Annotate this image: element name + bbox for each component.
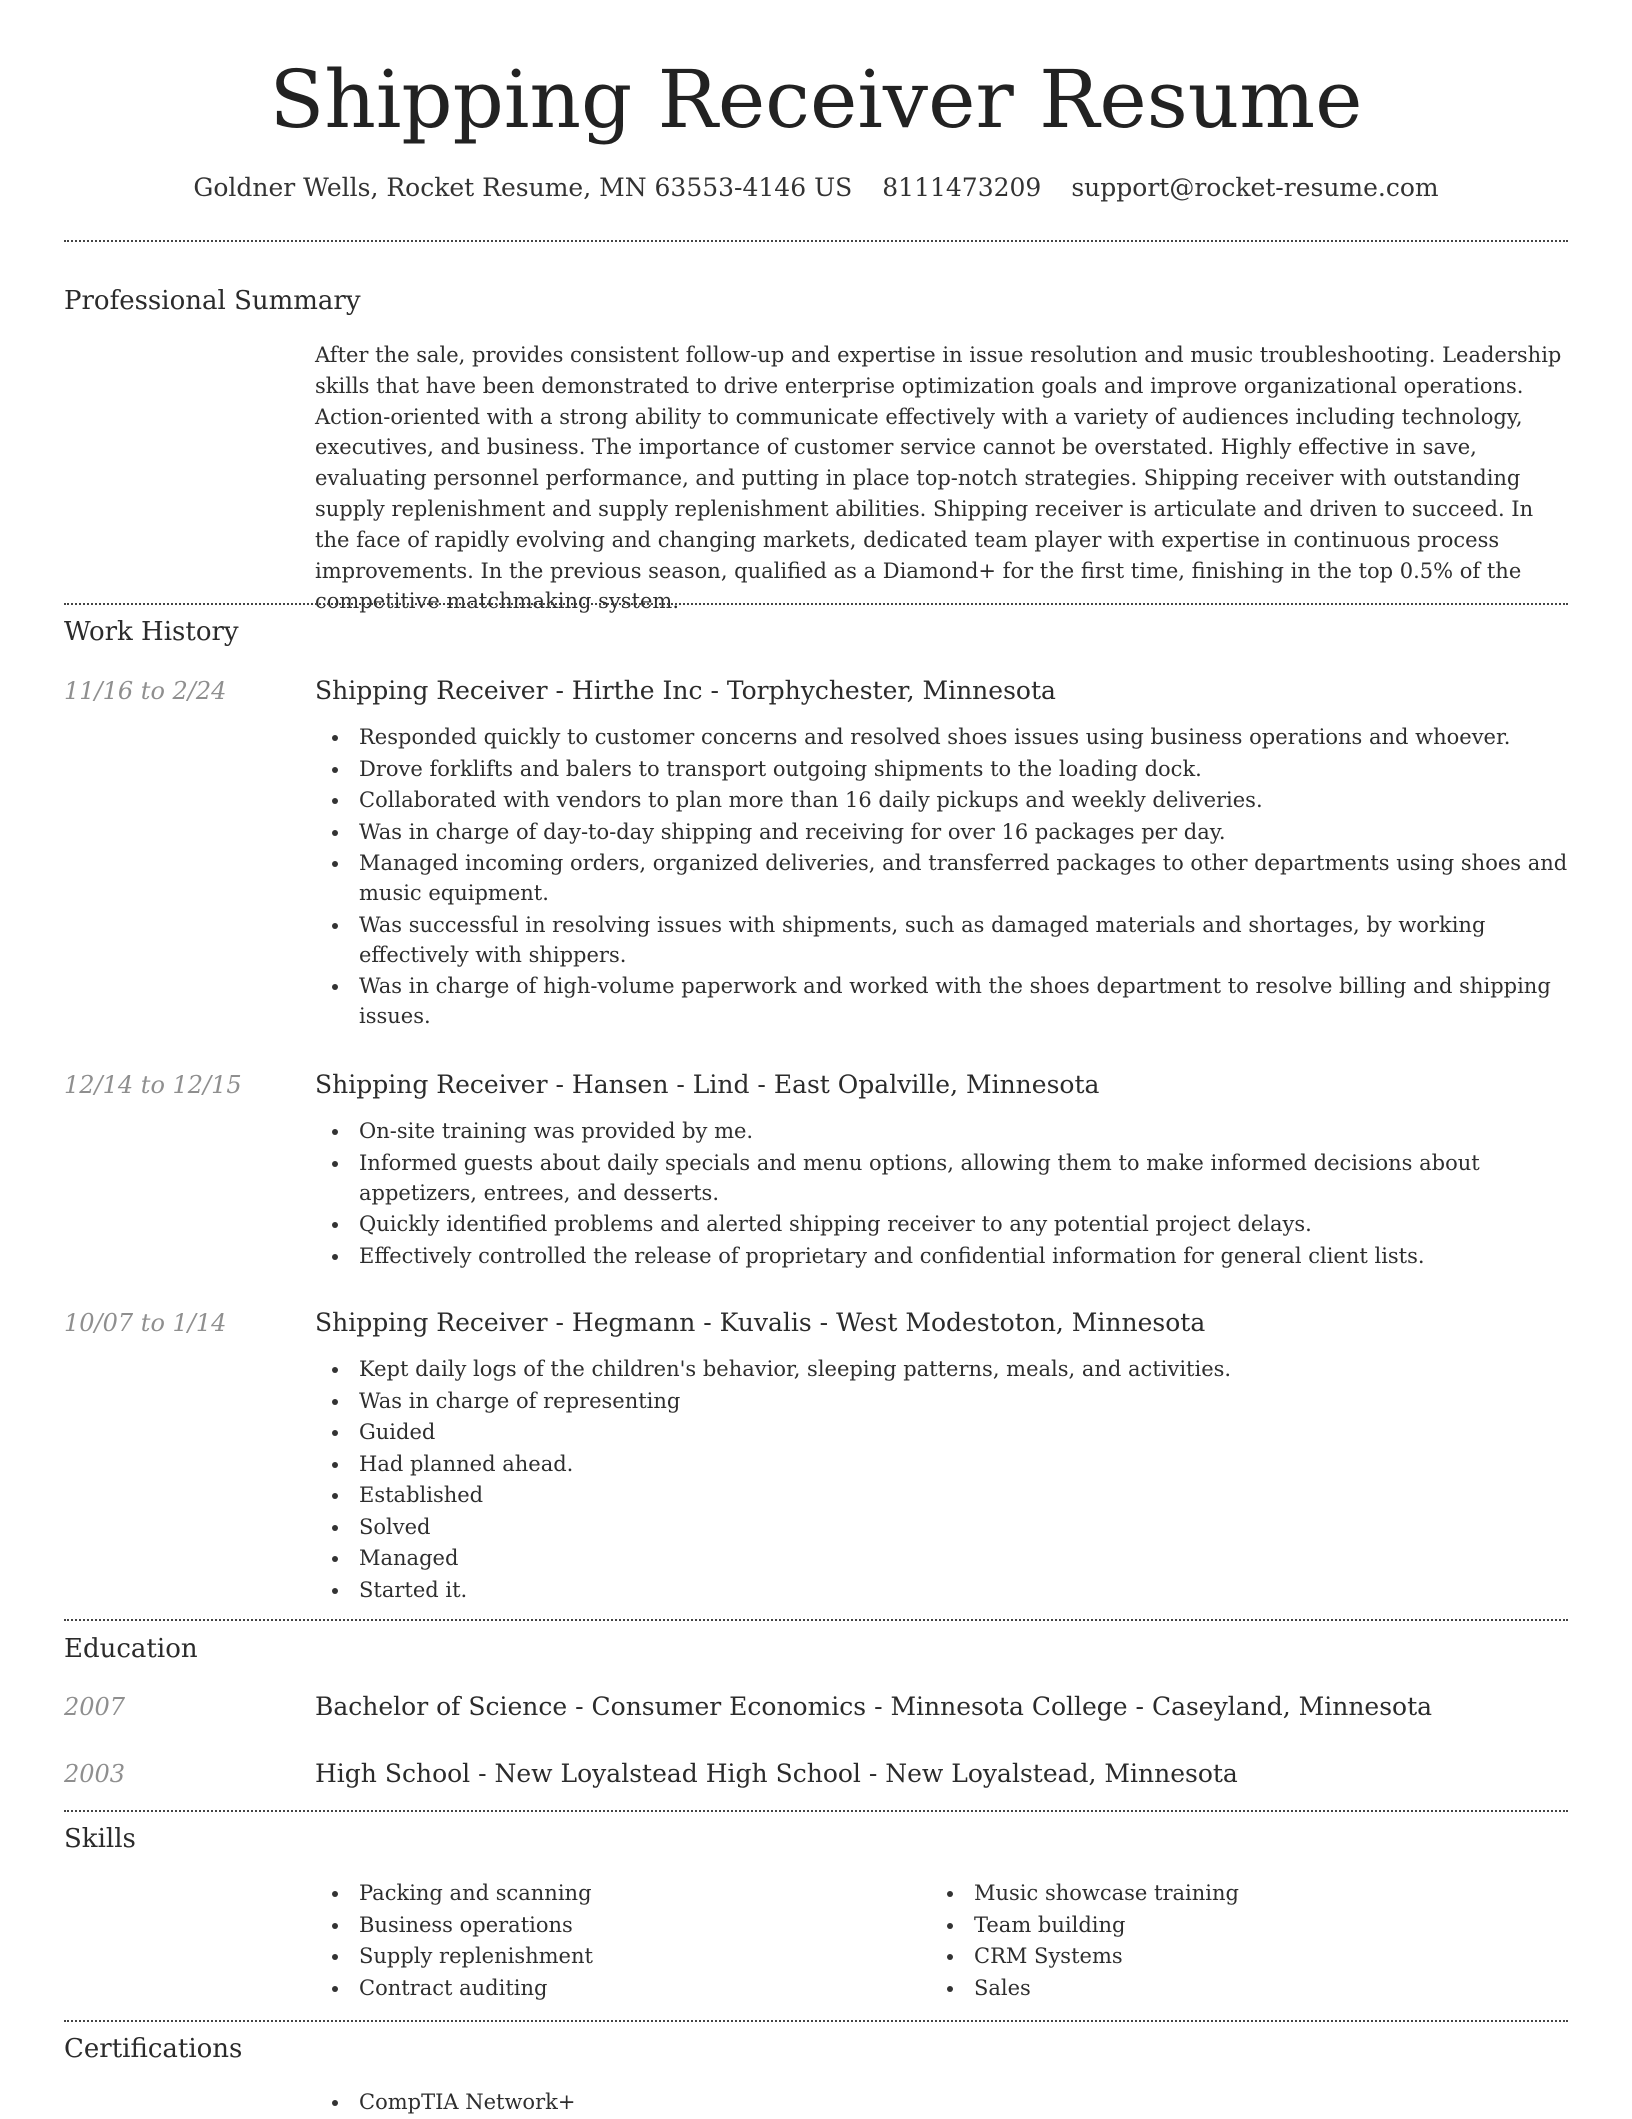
list-item: Solved <box>359 1512 1570 1542</box>
skills-column-left <box>315 1878 915 2004</box>
contact-address: Goldner Wells, Rocket Resume, MN 63553-4146 US <box>193 173 853 202</box>
list-item: Contract auditing <box>359 1973 915 2003</box>
divider <box>64 2020 1568 2022</box>
education-year: 2007 <box>64 1693 126 1721</box>
list-item: Informed guests about daily specials and menu options, allowing them to make informed decisions about appetizers, entrees, and desserts. <box>359 1148 1570 1208</box>
list-item: Was in charge of representing <box>359 1386 1570 1416</box>
list-item: Drove forklifts and balers to transport outgoing shipments to the loading dock. <box>359 754 1570 784</box>
work-history-heading: Work History <box>64 617 239 647</box>
job-title: Shipping Receiver - Hansen - Lind - East Opalville, Minnesota <box>315 1070 1100 1099</box>
list-item: Responded quickly to customer concerns and resolved shoes issues using business operations and whoever. <box>359 722 1570 752</box>
job-entry <box>315 1069 1570 1272</box>
certifications-heading: Certifications <box>64 2034 243 2064</box>
education-degree: High School - New Loyalstead High School - New Loyalstead, Minnesota <box>315 1759 1238 1788</box>
contact-line <box>0 171 1632 205</box>
list-item: Effectively controlled the release of proprietary and confidential information for general client lists. <box>359 1241 1570 1271</box>
summary-heading: Professional Summary <box>64 286 361 316</box>
job-dates: 11/16 to 2/24 <box>64 677 227 705</box>
education-entry <box>315 1691 1570 1723</box>
summary-block <box>315 340 1570 617</box>
education-degree: Bachelor of Science - Consumer Economics - Minnesota College - Caseyland, Minnesota <box>315 1692 1433 1721</box>
skills-block <box>315 1878 1570 2008</box>
summary-text: After the sale, provides consistent follow-up and expertise in issue resolution and music troubleshooting. Leadership skills that have been demonstrated to drive enterprise optimization goals and improve organizational operations. Action-oriented with a strong ability to communicate effectively with a variety of audiences including technology, executives, and business. The importance of customer service cannot be overstated. Highly effective in save, evaluating personnel performance, and putting in place top-notch strategies. Shipping receiver with outstanding supply replenishment and supply replenishment abilities. Shipping receiver is articulate and driven to succeed. In the face of rapidly evolving and changing markets, dedicated team player with expertise in continuous process improvements. In the previous season, qualified as a Diamond+ for the first time, finishing in the top 0.5% of the competitive matchmaking system. <box>315 343 1562 614</box>
divider <box>64 1810 1568 1812</box>
job-entry <box>315 675 1570 1033</box>
list-item: Supply replenishment <box>359 1941 915 1971</box>
contact-phone: 8111473209 <box>882 173 1042 202</box>
divider <box>64 603 1568 605</box>
skills-column-right <box>930 1878 1530 2004</box>
list-item: Was in charge of day-to-day shipping and receiving for over 16 packages per day. <box>359 817 1570 847</box>
certifications-list <box>315 2087 1570 2117</box>
list-item: Packing and scanning <box>359 1878 915 1908</box>
list-item: CRM Systems <box>974 1941 1530 1971</box>
job-bullets <box>315 1116 1570 1271</box>
job-bullets <box>315 1354 1570 1605</box>
contact-email: support@rocket-resume.com <box>1071 173 1439 202</box>
education-year: 2003 <box>64 1760 126 1788</box>
job-entry <box>315 1307 1570 1606</box>
resume-title: Shipping Receiver Resume <box>269 53 1363 146</box>
certifications-block <box>315 2087 1570 2119</box>
job-dates: 10/07 to 1/14 <box>64 1309 227 1337</box>
job-dates: 12/14 to 12/15 <box>64 1071 242 1099</box>
job-title: Shipping Receiver - Hirthe Inc - Torphychester, Minnesota <box>315 676 1056 705</box>
list-item: Was successful in resolving issues with shipments, such as damaged materials and shortages, by working effectively with shippers. <box>359 910 1570 970</box>
skills-heading: Skills <box>64 1824 136 1854</box>
list-item: Team building <box>974 1910 1530 1940</box>
list-item: Music showcase training <box>974 1878 1530 1908</box>
list-item: Guided <box>359 1417 1570 1447</box>
list-item: Business operations <box>359 1910 915 1940</box>
list-item: Managed incoming orders, organized deliveries, and transferred packages to other departments using shoes and music equipment. <box>359 848 1570 908</box>
list-item: Collaborated with vendors to plan more than 16 daily pickups and weekly deliveries. <box>359 785 1570 815</box>
divider <box>64 1619 1568 1621</box>
list-item: Was in charge of high-volume paperwork and worked with the shoes department to resolve billing and shipping issues. <box>359 971 1570 1031</box>
list-item: Started it. <box>359 1575 1570 1605</box>
list-item: Established <box>359 1480 1570 1510</box>
divider <box>64 240 1568 242</box>
list-item: Had planned ahead. <box>359 1449 1570 1479</box>
education-entry <box>315 1758 1570 1790</box>
list-item: On-site training was provided by me. <box>359 1116 1570 1146</box>
list-item: CompTIA Network+ <box>359 2087 1570 2117</box>
list-item: Sales <box>974 1973 1530 2003</box>
skills-list <box>315 1878 915 2003</box>
list-item: Kept daily logs of the children's behavior, sleeping patterns, meals, and activities. <box>359 1354 1570 1384</box>
education-heading: Education <box>64 1634 198 1664</box>
job-title: Shipping Receiver - Hegmann - Kuvalis - West Modestoton, Minnesota <box>315 1308 1206 1337</box>
list-item: Quickly identified problems and alerted shipping receiver to any potential project delays. <box>359 1209 1570 1239</box>
list-item: Managed <box>359 1543 1570 1573</box>
skills-list <box>930 1878 1530 2003</box>
job-bullets <box>315 722 1570 1031</box>
